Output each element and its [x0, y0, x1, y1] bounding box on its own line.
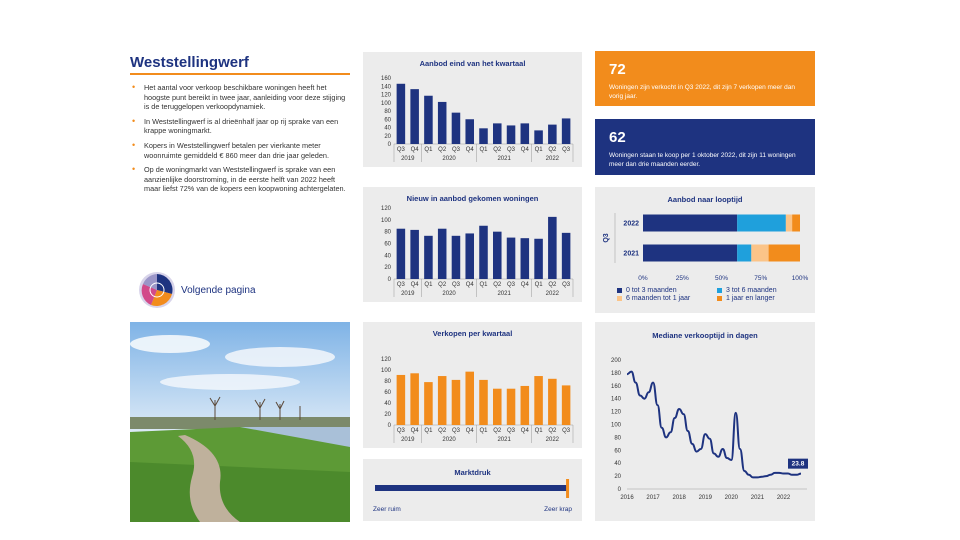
- y-tick-label: 160: [380, 76, 391, 82]
- x-tick-label: Q4: [410, 428, 419, 434]
- x-tick-label: Q3: [507, 428, 516, 434]
- y-tick-label: 0: [387, 277, 391, 283]
- marktdruk-left-label: Zeer ruim: [373, 506, 401, 513]
- chart-title: Aanbod naar looptijd: [667, 195, 743, 204]
- year-label: 2022: [545, 437, 560, 443]
- y-tick-label: 100: [380, 100, 391, 107]
- x-tick-label: 2017: [646, 495, 660, 501]
- chart-verkooptijd: [595, 322, 815, 521]
- series-line: [627, 372, 801, 478]
- y-tick-label: 180: [610, 370, 621, 377]
- x-tick-label: Q3: [507, 282, 516, 288]
- y-tick-label: 40: [384, 253, 391, 260]
- bar: [507, 125, 516, 144]
- bar: [562, 233, 571, 279]
- stacked-bar-segment: [643, 245, 737, 262]
- y-tick-label: 20: [384, 133, 391, 140]
- y-tick-label: 60: [384, 390, 391, 396]
- y-tick-label: 40: [384, 401, 391, 407]
- stacked-bar-segment: [737, 215, 786, 232]
- chart-verkooptijd-svg: [595, 322, 815, 521]
- bar: [562, 385, 571, 425]
- stacked-bar-segment: [786, 215, 792, 232]
- bar: [410, 230, 419, 279]
- chart-nieuw: [363, 187, 582, 302]
- x-tick-label: Q1: [479, 147, 488, 153]
- kpi-value: 72: [609, 61, 626, 78]
- y-tick-label: 60: [384, 117, 391, 124]
- x-tick-label: Q2: [548, 282, 557, 288]
- year-label: 2021: [497, 156, 511, 162]
- x-tick-label: 2020: [724, 495, 739, 501]
- bar: [424, 236, 433, 279]
- bar: [452, 236, 461, 279]
- bullet-item: • In Weststellingwerf is al drieënhalf jaar op rij sprake van een krappe woningmarkt.: [130, 117, 352, 136]
- y-tick-label: 160: [610, 383, 621, 390]
- x-tick-label: Q3: [451, 428, 460, 434]
- x-tick-label: Q1: [424, 147, 433, 153]
- bar: [534, 130, 543, 144]
- chart-looptijd: [595, 187, 815, 313]
- chart-verkopen: [363, 322, 582, 448]
- group-label: Q3: [603, 233, 610, 243]
- chart-marktdruk: [363, 459, 582, 521]
- landscape-photo: [130, 322, 350, 522]
- marktdruk-right-label: Zeer krap: [544, 506, 572, 513]
- x-tick-label: Q4: [465, 282, 474, 288]
- chart-verkopen-svg: [363, 322, 582, 448]
- y-tick-label: 20: [384, 265, 391, 272]
- bar: [397, 84, 406, 144]
- bar: [521, 123, 530, 144]
- legend-item: 3 tot 6 maanden: [717, 287, 817, 294]
- x-tick-label: 2018: [672, 495, 686, 501]
- chart-title: Marktdruk: [454, 468, 491, 477]
- page-title: Weststellingwerf: [130, 54, 249, 71]
- category-label: 2022: [623, 220, 639, 228]
- bar: [438, 102, 447, 144]
- year-label: 2021: [497, 291, 511, 297]
- chart-nieuw-svg: [363, 187, 582, 302]
- bar: [548, 379, 557, 425]
- x-tick-label: 100%: [791, 275, 809, 282]
- chart-title: Aanbod eind van het kwartaal: [419, 59, 526, 68]
- x-tick-label: 2019: [698, 495, 712, 501]
- kpi-sold: [595, 51, 815, 106]
- x-tick-label: Q2: [548, 428, 557, 434]
- bar: [452, 380, 461, 425]
- year-label: 2020: [442, 437, 456, 443]
- bar: [424, 96, 433, 144]
- kpi-text: Woningen staan te koop per 1 oktober 2022, dit zijn 11 woningen meer dan drie maanden eerder.: [609, 152, 796, 168]
- bullet-item: • Op de woningmarkt van Weststellingwerf is sprake van een aanzienlijke doorstroming, in de eerste helft van 2022 heeft maar liefst 72% van de kopers een koopwoning achtergelaten.: [130, 165, 352, 194]
- stacked-bar-segment: [751, 245, 768, 262]
- bar: [507, 389, 516, 425]
- x-tick-label: Q1: [479, 428, 488, 434]
- x-tick-label: 2022: [776, 495, 791, 501]
- x-tick-label: Q3: [451, 282, 460, 288]
- bar: [410, 89, 419, 144]
- bar: [452, 113, 461, 144]
- x-tick-label: Q2: [438, 147, 447, 153]
- y-tick-label: 0: [387, 423, 391, 429]
- chart-legend: [617, 287, 817, 302]
- x-tick-label: Q4: [410, 147, 419, 153]
- x-tick-label: Q4: [465, 428, 474, 434]
- bar: [534, 239, 543, 279]
- category-label: 2021: [623, 250, 639, 258]
- bullet-item: • Het aantal voor verkoop beschikbare woningen heeft het hoogste punt bereikt in twee jaar, aanleiding voor deze stijging is de teruggelopen verkoopdynamiek.: [130, 83, 352, 112]
- year-label: 2019: [401, 437, 415, 443]
- y-tick-label: 120: [380, 357, 391, 363]
- year-label: 2020: [442, 291, 456, 297]
- bullet-list: [130, 83, 352, 199]
- legend-item: 0 tot 3 maanden: [617, 287, 717, 294]
- bar: [521, 386, 530, 425]
- year-label: 2019: [401, 291, 415, 297]
- x-tick-label: 50%: [714, 275, 729, 282]
- y-tick-label: 120: [610, 409, 621, 416]
- y-tick-label: 80: [614, 435, 621, 442]
- stacked-bar-segment: [792, 215, 800, 232]
- y-tick-label: 140: [610, 396, 621, 403]
- bar: [479, 226, 488, 279]
- y-tick-label: 140: [380, 84, 391, 91]
- kpi-value: 62: [609, 129, 626, 146]
- bar: [479, 128, 488, 144]
- bar: [521, 238, 530, 279]
- chart-title: Nieuw in aanbod gekomen woningen: [406, 194, 539, 203]
- y-tick-label: 20: [614, 474, 621, 481]
- y-tick-label: 120: [380, 206, 391, 212]
- x-tick-label: Q2: [493, 428, 502, 434]
- x-tick-label: Q4: [465, 147, 474, 153]
- bar: [410, 373, 419, 425]
- chart-aanbod-svg: [363, 52, 582, 167]
- y-tick-label: 40: [384, 125, 391, 132]
- bar: [493, 232, 502, 279]
- bar: [397, 375, 406, 425]
- x-tick-label: Q1: [534, 282, 543, 288]
- y-tick-label: 40: [614, 461, 621, 468]
- year-label: 2021: [497, 437, 511, 443]
- y-tick-label: 60: [384, 241, 391, 248]
- year-label: 2020: [442, 156, 456, 162]
- x-tick-label: Q3: [451, 147, 460, 153]
- x-tick-label: Q1: [534, 147, 543, 153]
- year-label: 2022: [545, 156, 560, 162]
- bullet-item: • Kopers in Weststellingwerf betalen per vierkante meter woonruimte gemiddeld € 860 meer dan drie jaar geleden.: [130, 141, 352, 160]
- bar: [438, 229, 447, 279]
- x-tick-label: Q3: [507, 147, 516, 153]
- x-tick-label: 2021: [750, 495, 765, 501]
- next-page-button[interactable]: [137, 270, 256, 310]
- x-tick-label: Q3: [562, 282, 571, 288]
- bar: [562, 118, 571, 144]
- bar: [397, 229, 406, 279]
- y-tick-label: 80: [384, 379, 391, 385]
- x-tick-label: Q3: [396, 147, 405, 153]
- stacked-bar-segment: [737, 245, 751, 262]
- bar: [548, 125, 557, 144]
- bar: [507, 238, 516, 279]
- y-tick-label: 120: [380, 92, 391, 99]
- x-tick-label: Q3: [562, 147, 571, 153]
- title-underline: [130, 73, 350, 75]
- pressure-marker: [566, 479, 569, 498]
- y-tick-label: 100: [610, 422, 621, 429]
- pressure-bar: [375, 485, 567, 491]
- x-tick-label: 2016: [620, 495, 634, 501]
- bar: [548, 217, 557, 279]
- chart-title: Mediane verkooptijd in dagen: [652, 331, 758, 340]
- x-tick-label: Q2: [493, 282, 502, 288]
- x-tick-label: 25%: [675, 275, 689, 282]
- x-tick-label: Q2: [438, 428, 447, 434]
- kpi-text: Woningen zijn verkocht in Q3 2022, dit zijn 7 verkopen meer dan vorig jaar.: [609, 84, 795, 100]
- x-tick-label: Q1: [534, 428, 543, 434]
- y-tick-label: 60: [614, 448, 621, 455]
- bar: [465, 119, 474, 144]
- x-tick-label: Q3: [396, 428, 405, 434]
- legend-item: 6 maanden tot 1 jaar: [617, 295, 717, 302]
- x-tick-label: Q3: [396, 282, 405, 288]
- y-tick-label: 20: [384, 412, 391, 418]
- kpi-for-sale: [595, 119, 815, 175]
- chart-aanbod: [363, 52, 582, 167]
- stacked-bar-segment: [769, 245, 800, 262]
- x-tick-label: Q3: [562, 428, 571, 434]
- x-tick-label: Q4: [410, 282, 419, 288]
- bar: [465, 233, 474, 279]
- chart-title: Verkopen per kwartaal: [432, 329, 513, 338]
- y-tick-label: 200: [610, 358, 621, 364]
- x-tick-label: Q1: [424, 282, 433, 288]
- year-label: 2022: [545, 291, 560, 297]
- pie-logo-icon: [137, 270, 177, 310]
- y-tick-label: 0: [387, 142, 391, 148]
- y-tick-label: 0: [617, 487, 621, 493]
- x-tick-label: 0%: [638, 275, 648, 282]
- legend-item: 1 jaar en langer: [717, 295, 817, 302]
- x-tick-label: Q1: [424, 428, 433, 434]
- x-tick-label: Q4: [520, 147, 529, 153]
- bar: [493, 123, 502, 144]
- data-label: 23.8: [791, 460, 805, 468]
- bar: [424, 382, 433, 425]
- next-page-label: Volgende pagina: [181, 284, 256, 296]
- x-tick-label: Q2: [548, 147, 557, 153]
- y-tick-label: 80: [384, 229, 391, 236]
- y-tick-label: 80: [384, 109, 391, 115]
- x-tick-label: Q2: [438, 282, 447, 288]
- x-tick-label: Q2: [493, 147, 502, 153]
- year-label: 2019: [401, 156, 415, 162]
- bar: [465, 372, 474, 425]
- x-tick-label: Q4: [520, 282, 529, 288]
- x-tick-label: 75%: [754, 275, 768, 282]
- x-tick-label: Q1: [479, 282, 488, 288]
- bar: [479, 380, 488, 425]
- bar: [493, 389, 502, 425]
- stacked-bar-segment: [643, 215, 737, 232]
- x-tick-label: Q4: [520, 428, 529, 434]
- bar: [438, 376, 447, 425]
- y-tick-label: 100: [380, 368, 391, 374]
- y-tick-label: 100: [380, 217, 391, 224]
- bar: [534, 376, 543, 425]
